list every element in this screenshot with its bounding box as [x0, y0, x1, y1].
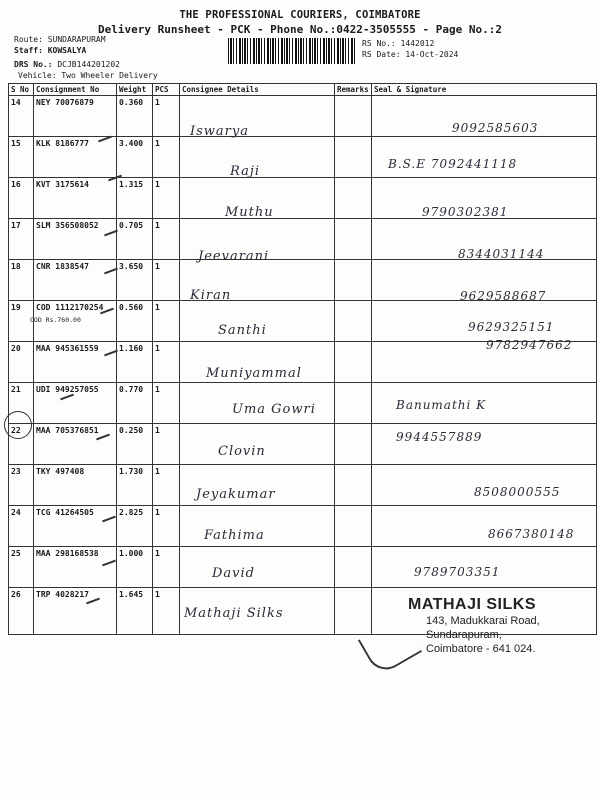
cell-consignment: MAA 298168538 — [34, 547, 117, 588]
handwritten-signature: B.S.E 7092441118 — [388, 157, 518, 171]
handwritten-signature: 8344031144 — [458, 247, 545, 261]
rs-no-label: RS No.: — [362, 39, 396, 48]
handwritten-signature: 9629325151 — [468, 320, 555, 334]
route-line — [14, 35, 106, 45]
cell-sno: 23 — [9, 465, 34, 506]
handwritten-consignee: Fathima — [204, 528, 265, 543]
stamp-line-3: Coimbatore - 641 024. — [426, 643, 536, 655]
cell-weight: 1.160 — [117, 342, 153, 383]
cell-pcs: 1 — [153, 137, 180, 178]
cell-remarks — [335, 506, 372, 547]
route-label: Route: — [14, 35, 43, 44]
cell-remarks — [335, 424, 372, 465]
col-weight: Weight — [117, 84, 153, 96]
cell-consignment: KLK 8186777 — [34, 137, 117, 178]
cell-consignment: TRP 4028217 — [34, 588, 117, 635]
cell-weight: 0.705 — [117, 219, 153, 260]
col-remarks: Remarks — [335, 84, 372, 96]
cell-pcs: 1 — [153, 588, 180, 635]
cell-consignment: TKY 497408 — [34, 465, 117, 506]
handwritten-signature: 9782947662 — [486, 338, 573, 352]
cell-remarks — [335, 383, 372, 424]
handwritten-consignee: Kiran — [190, 288, 232, 303]
col-consignee: Consignee Details — [180, 84, 335, 96]
cell-pcs: 1 — [153, 424, 180, 465]
mathaji-silks-stamp — [408, 596, 593, 656]
cell-sno: 19 — [9, 301, 34, 342]
cell-weight: 0.560 — [117, 301, 153, 342]
cell-pcs: 1 — [153, 383, 180, 424]
cell-sno: 24 — [9, 506, 34, 547]
stamp-name: MATHAJI SILKS — [408, 596, 536, 613]
vehicle-value: Two Wheeler Delivery — [61, 71, 158, 80]
cell-weight: 3.400 — [117, 137, 153, 178]
stamp-line-1: 143, Madukkarai Road, — [426, 615, 540, 627]
handwritten-signature: 9944557889 — [396, 430, 483, 444]
table-row — [9, 547, 597, 588]
rs-date-value: 14-Oct-2024 — [405, 50, 459, 59]
table-header-row — [9, 84, 597, 96]
cell-consignee — [180, 547, 335, 588]
col-consignment: Consignment No — [34, 84, 117, 96]
cell-remarks — [335, 219, 372, 260]
cell-sno: 18 — [9, 260, 34, 301]
cell-remarks — [335, 588, 372, 635]
report-title: THE PROFESSIONAL COURIERS, COIMBATORE — [179, 9, 421, 21]
cell-remarks — [335, 547, 372, 588]
staff-value: KOWSALYA — [47, 46, 87, 55]
stamp-line-2: Sundarapuram, — [426, 629, 502, 641]
cell-weight: 3.650 — [117, 260, 153, 301]
cell-weight: 2.825 — [117, 506, 153, 547]
vehicle-line — [18, 71, 158, 81]
cell-weight: 1.730 — [117, 465, 153, 506]
route-value: SUNDARAPURAM — [47, 35, 106, 44]
cell-sno: 15 — [9, 137, 34, 178]
cell-remarks — [335, 178, 372, 219]
drs-line — [14, 60, 120, 70]
cell-remarks — [335, 137, 372, 178]
cell-pcs: 1 — [153, 465, 180, 506]
handwritten-consignee: Muniyammal — [206, 366, 302, 381]
cell-sno: 20 — [9, 342, 34, 383]
cell-sno: 21 — [9, 383, 34, 424]
cell-consignment: SLM 356508052 — [34, 219, 117, 260]
handwritten-consignee: Mathaji Silks — [184, 606, 284, 621]
cell-pcs: 1 — [153, 547, 180, 588]
handwritten-signature: 9629588687 — [460, 289, 547, 303]
cell-sno: 22 — [9, 424, 34, 465]
cell-consignment: MAA 945361559 — [34, 342, 117, 383]
cell-pcs: 1 — [153, 301, 180, 342]
cell-weight: 0.770 — [117, 383, 153, 424]
barcode — [228, 38, 356, 64]
cell-consignment: KVT 3175614 — [34, 178, 117, 219]
circled-serial-mark — [4, 411, 32, 439]
report-subtitle: Delivery Runsheet - PCK - Phone No.:0422-3505555 - Page No.:2 — [98, 23, 502, 36]
cell-weight: 1.315 — [117, 178, 153, 219]
handwritten-signature: Banumathi K — [396, 398, 487, 412]
handwritten-consignee: Muthu — [225, 205, 274, 220]
col-sno: S No — [9, 84, 34, 96]
cell-weight: 0.360 — [117, 96, 153, 137]
col-pcs: PCS — [153, 84, 180, 96]
cell-pcs: 1 — [153, 178, 180, 219]
handwritten-signature: 9790302381 — [422, 205, 509, 219]
cod-amount: COD Rs.760.00 — [30, 316, 81, 324]
cell-pcs: 1 — [153, 342, 180, 383]
cell-sno: 25 — [9, 547, 34, 588]
cell-remarks — [335, 465, 372, 506]
handwritten-consignee: Uma Gowri — [232, 402, 316, 417]
cell-consignment: TCG 41264505 — [34, 506, 117, 547]
table-row — [9, 424, 597, 465]
handwritten-consignee: Santhi — [218, 323, 267, 338]
handwritten-consignee: Clovin — [218, 444, 266, 459]
consignment-number: COD 1112170254 — [36, 303, 104, 312]
cell-sno: 16 — [9, 178, 34, 219]
cell-pcs: 1 — [153, 260, 180, 301]
vehicle-label: Vehicle: — [18, 71, 57, 80]
cell-sno: 14 — [9, 96, 34, 137]
cell-weight: 1.645 — [117, 588, 153, 635]
cell-consignment: UDI 949257055 — [34, 383, 117, 424]
rs-date-line — [362, 50, 458, 60]
rs-no-value: 1442012 — [400, 39, 435, 48]
cell-remarks — [335, 260, 372, 301]
rs-date-label: RS Date: — [362, 50, 401, 59]
drs-label: DRS No.: — [14, 60, 53, 69]
drs-value: DCJB144201202 — [57, 60, 120, 69]
cell-consignment: CNR 1838547 — [34, 260, 117, 301]
handwritten-signature: 8508000555 — [474, 485, 561, 499]
cell-consignment — [30, 301, 117, 342]
cell-pcs: 1 — [153, 96, 180, 137]
handwritten-signature: 8667380148 — [488, 527, 575, 541]
staff-label: Staff: — [14, 46, 43, 55]
handwritten-signature: 9789703351 — [414, 565, 501, 579]
handwritten-consignee: Iswarya — [190, 124, 249, 139]
cell-consignment: NEY 70076879 — [34, 96, 117, 137]
cell-remarks — [335, 342, 372, 383]
col-signature: Seal & Signature — [372, 84, 597, 96]
handwritten-signature: 9092585603 — [452, 121, 539, 135]
cell-weight: 0.250 — [117, 424, 153, 465]
staff-line — [14, 46, 86, 56]
cell-remarks — [335, 96, 372, 137]
cell-remarks — [335, 301, 372, 342]
cell-sno: 26 — [9, 588, 34, 635]
rs-no-line — [362, 39, 434, 49]
cell-sno: 17 — [9, 219, 34, 260]
handwritten-consignee: Jeyakumar — [196, 487, 276, 502]
cell-pcs: 1 — [153, 506, 180, 547]
handwritten-consignee: David — [212, 566, 255, 581]
handwritten-consignee: Jeevarani — [198, 249, 270, 264]
cell-pcs: 1 — [153, 219, 180, 260]
handwritten-consignee: Raji — [230, 164, 261, 179]
cell-weight: 1.000 — [117, 547, 153, 588]
cell-consignment: MAA 705376851 — [34, 424, 117, 465]
